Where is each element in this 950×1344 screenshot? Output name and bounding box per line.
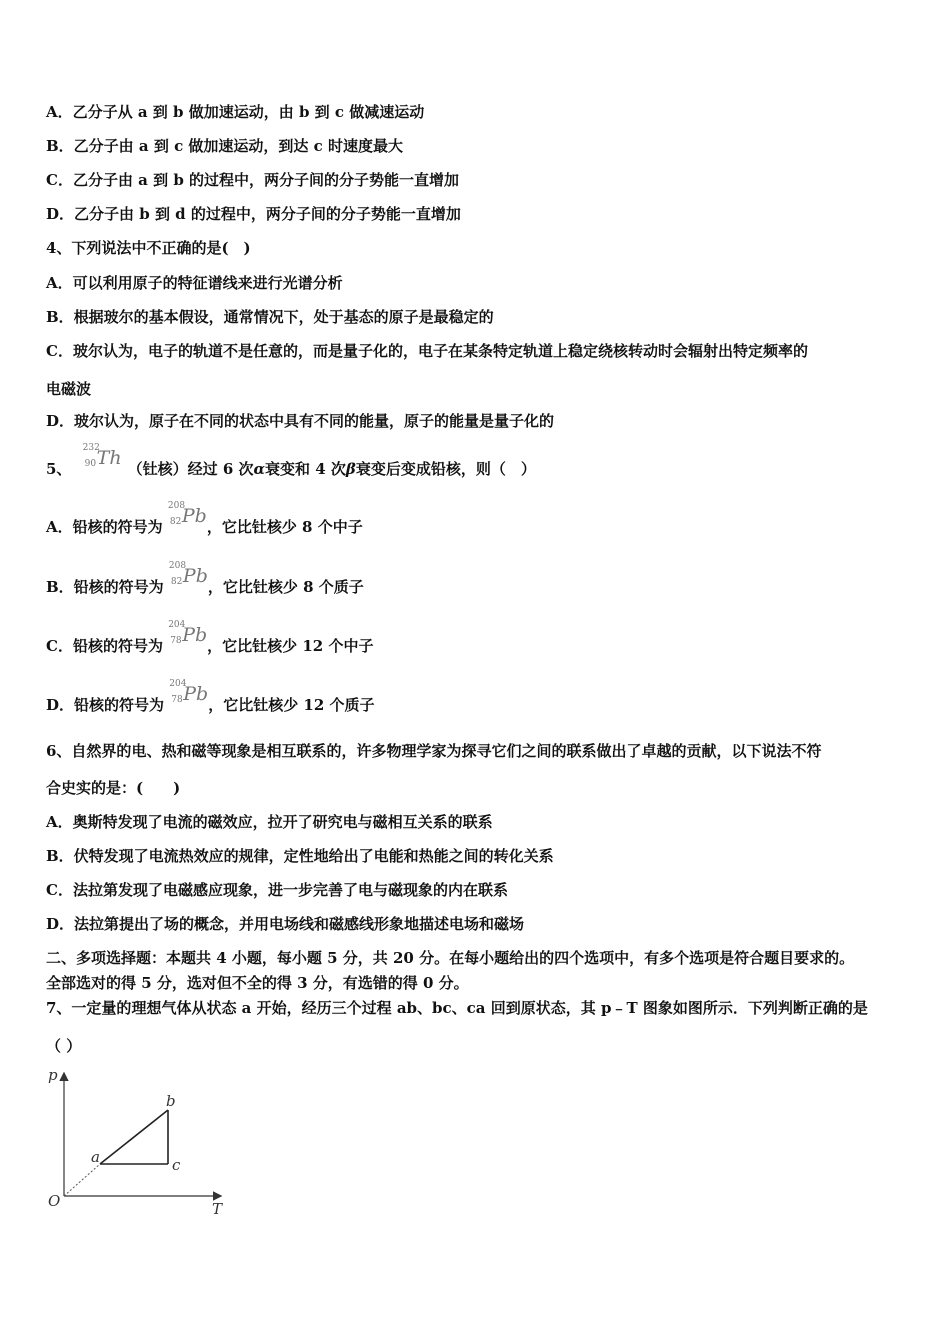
- q5-option-prefix: A．铅核的符号为: [46, 518, 163, 536]
- q5-option-prefix: B．铅核的符号为: [46, 578, 164, 596]
- section2-heading-line1: 二、多项选择题：本题共 4 小题，每小题 5 分，共 20 分。在每小题给出的四个选项中，有多个选项是符合题目要求的。: [46, 949, 855, 967]
- lead-element-symbol: Pb: [183, 683, 209, 705]
- lead-atomic-number: 82: [169, 517, 182, 527]
- section2-heading-line2: 全部选对的得 5 分，选对但不全的得 3 分，有选错的得 0 分。: [46, 974, 469, 992]
- lead-mass-number: 204: [169, 679, 187, 689]
- q4-option-b: B．根据玻尔的基本假设，通常情况下，处于基态的原子是最稳定的: [46, 308, 494, 326]
- q6-option-a: A．奥斯特发现了电流的磁效应，拉开了研究电与磁相互关系的联系: [46, 813, 493, 831]
- q5-number: 5、: [46, 460, 72, 478]
- q5-option-prefix: D．铅核的符号为: [46, 696, 165, 714]
- lead-isotope-symbol: [169, 679, 209, 715]
- q5-option-d: [46, 679, 375, 715]
- q5-option-a: [46, 501, 363, 537]
- q4-option-a: A．可以利用原子的特征谱线来进行光谱分析: [46, 274, 343, 292]
- q5-stem-part1: （钍核）经过 6 次: [127, 460, 254, 478]
- thorium-isotope-symbol: [82, 443, 122, 479]
- lead-element-symbol: Pb: [181, 505, 207, 527]
- lead-mass-number: 208: [167, 501, 186, 511]
- q6-stem-line2: 合史实的是：( ): [46, 779, 181, 797]
- q3-option-b: B．乙分子由 a 到 c 做加速运动，到达 c 时速度最大: [46, 137, 403, 155]
- lead-atomic-number: 82: [170, 577, 183, 587]
- alpha-symbol: α: [253, 460, 266, 478]
- q4-option-c-line2: 电磁波: [46, 380, 92, 398]
- q5-stem-part2: 衰变和 4 次: [265, 460, 346, 478]
- lead-mass-number: 208: [168, 561, 187, 571]
- origin-label: O: [48, 1192, 61, 1210]
- q5-option-prefix: C．铅核的符号为: [46, 637, 163, 655]
- lead-mass-number: 204: [168, 620, 186, 630]
- q5-option-suffix: ，它比钍核少 12 个质子: [208, 696, 375, 714]
- lead-atomic-number: 78: [171, 695, 183, 705]
- q4-stem: 4、下列说法中不正确的是( ): [46, 239, 251, 257]
- q5-option-suffix: ，它比钍核少 12 个中子: [207, 637, 374, 655]
- q3-option-a: A．乙分子从 a 到 b 做加速运动，由 b 到 c 做减速运动: [46, 103, 425, 121]
- thorium-element-symbol: Th: [96, 447, 122, 469]
- point-c-label: c: [172, 1156, 181, 1174]
- lead-isotope-symbol: [167, 501, 207, 537]
- thorium-atomic-number: 90: [84, 459, 97, 469]
- lead-atomic-number: 78: [170, 636, 182, 646]
- q6-option-b: B．伏特发现了电流热效应的规律，定性地给出了电能和热能之间的转化关系: [46, 847, 554, 865]
- q5-option-suffix: ，它比钍核少 8 个中子: [206, 518, 363, 536]
- lead-isotope-symbol: [168, 561, 208, 597]
- q6-option-d: D．法拉第提出了场的概念，并用电场线和磁感线形象地描述电场和磁场: [46, 915, 525, 933]
- q3-option-c: C．乙分子由 a 到 b 的过程中，两分子间的分子势能一直增加: [46, 171, 460, 189]
- origin-extension-dashed: [64, 1164, 100, 1196]
- q4-option-d: D．玻尔认为，原子在不同的状态中具有不同的能量，原子的能量是量子化的: [46, 412, 555, 430]
- t-axis-label: T: [212, 1200, 223, 1218]
- q5-stem: [46, 443, 536, 479]
- q6-option-c: C．法拉第发现了电磁感应现象，进一步完善了电与磁现象的内在联系: [46, 881, 508, 899]
- q5-option-suffix: ，它比钍核少 8 个质子: [207, 578, 364, 596]
- p-axis-label: p: [48, 1066, 58, 1084]
- q6-stem-line1: 6、自然界的电、热和磁等现象是相互联系的，许多物理学家为探寻它们之间的联系做出了卓越的贡献，以下说法不符: [46, 742, 822, 760]
- q5-option-c: [46, 620, 374, 656]
- q7-stem-line1: 7、一定量的理想气体从状态 a 开始，经历三个过程 ab、bc、ca 回到原状态，其 p﹣T 图象如图所示．下列判断正确的是: [46, 999, 868, 1017]
- lead-isotope-symbol: [168, 620, 208, 656]
- lead-element-symbol: Pb: [182, 624, 208, 646]
- lead-element-symbol: Pb: [182, 565, 208, 587]
- process-ab: [100, 1110, 168, 1164]
- q3-option-d: D．乙分子由 b 到 d 的过程中，两分子间的分子势能一直增加: [46, 205, 461, 223]
- p-t-graph: [40, 1060, 240, 1220]
- q7-stem-line2: （ ）: [46, 1037, 82, 1055]
- point-b-label: b: [166, 1092, 176, 1110]
- q5-stem-part3: 衰变后变成铅核，则（ ）: [355, 460, 536, 478]
- point-a-label: a: [91, 1148, 100, 1166]
- thorium-mass-number: 232: [82, 443, 100, 453]
- q4-option-c-line1: C．玻尔认为，电子的轨道不是任意的，而是量子化的，电子在某条特定轨道上稳定绕核转动时会辐射出特定频率的: [46, 342, 808, 360]
- q5-option-b: [46, 561, 364, 597]
- beta-symbol: β: [345, 460, 356, 478]
